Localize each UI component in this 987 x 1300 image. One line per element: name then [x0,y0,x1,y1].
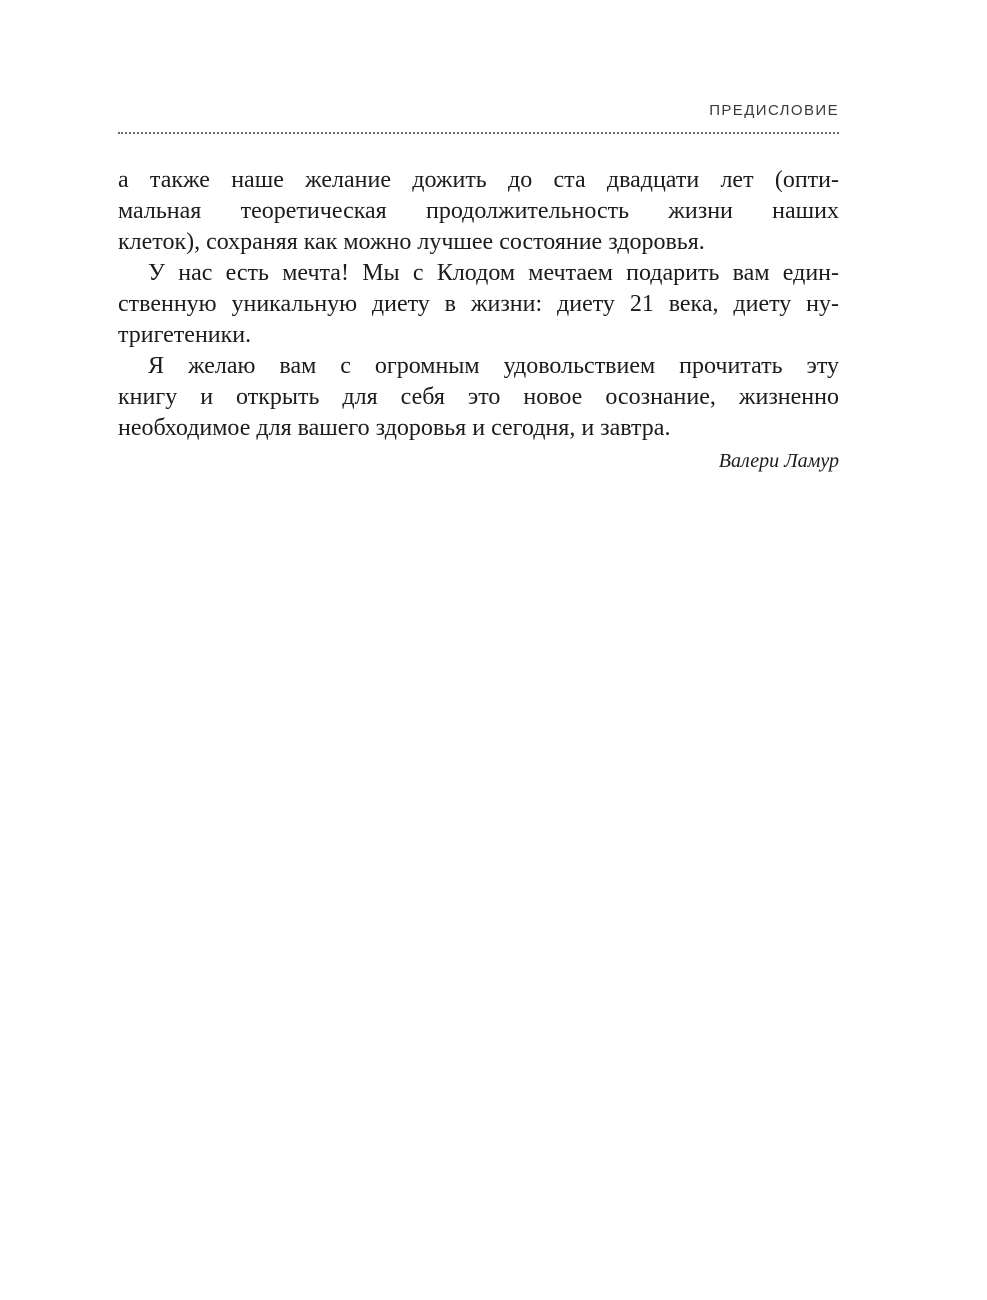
author-signature: Валери Ламур [718,450,839,472]
paragraph-2 [118,258,839,351]
paragraph-3 [118,351,839,444]
header-dotted-rule [118,132,839,134]
paragraph-line: Я желаю вам с огромным удовольствием прочитать эту [148,353,839,379]
paragraph-1 [118,165,839,258]
running-head-title: ПРЕДИСЛОВИЕ [709,102,839,119]
body-text [118,165,839,477]
paragraph-line: клеток), сохраняя как можно лучшее состояние здоровья. [118,229,705,255]
paragraph-line: тригетеники. [118,322,252,348]
paragraph-line: У нас есть мечта! Мы с Клодом мечтаем подарить вам един- [148,260,839,286]
paragraph-line: мальная теоретическая продолжительность жизни наших [118,198,839,224]
paragraph-line: ственную уникальную диету в жизни: диету 21 века, диету ну- [118,291,839,317]
paragraph-line: необходимое для вашего здоровья и сегодня, и завтра. [118,415,671,441]
paragraph-line: а также наше желание дожить до ста двадцати лет (опти- [118,167,839,193]
paragraph-line: книгу и открыть для себя это новое осознание, жизненно [118,384,839,410]
